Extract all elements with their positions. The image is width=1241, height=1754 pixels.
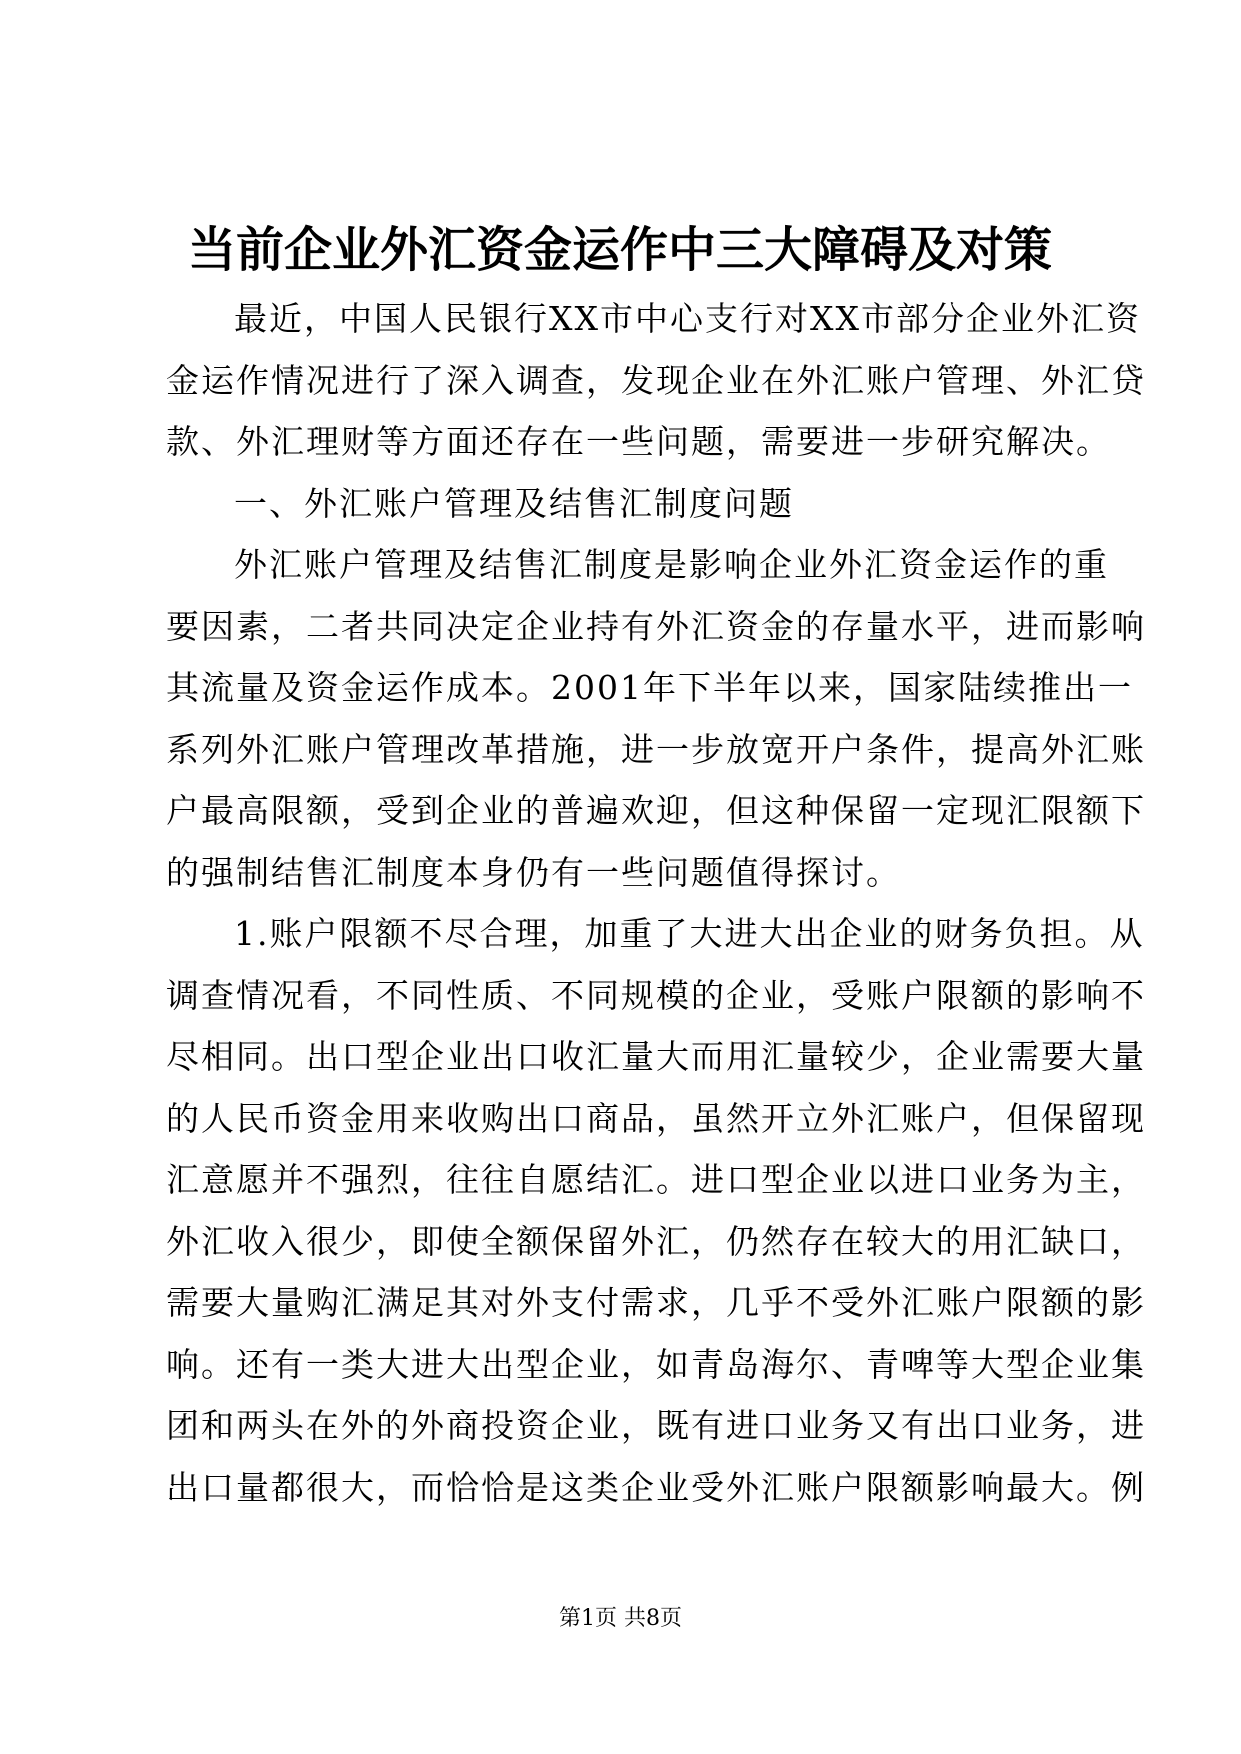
body-line: 户最高限额，受到企业的普遍欢迎，但这种保留一定现汇限额下 (166, 791, 1146, 830)
body-line: 最近，中国人民银行XX市中心支行对XX市部分企业外汇资 (234, 299, 1141, 338)
body-line: 1.账户限额不尽合理，加重了大进大出企业的财务负担。从 (234, 914, 1145, 953)
body-line: 的强制结售汇制度本身仍有一些问题值得探讨。 (166, 852, 901, 892)
body-line: 其流量及资金运作成本。2001年下半年以来，国家陆续推出一 (166, 668, 1133, 707)
body-line: 款、外汇理财等方面还存在一些问题，需要进一步研究解决。 (166, 422, 1111, 461)
body-line: 响。还有一类大进大出型企业，如青岛海尔、青啤等大型企业集 (166, 1344, 1146, 1384)
body-line: 外汇账户管理及结售汇制度是影响企业外汇资金运作的重 (234, 545, 1109, 584)
body-line: 一、外汇账户管理及结售汇制度问题 (234, 483, 794, 523)
body-line: 团和两头在外的外商投资企业，既有进口业务又有出口业务，进 (166, 1406, 1146, 1445)
body-line: 系列外汇账户管理改革措施，进一步放宽开户条件，提高外汇账 (166, 729, 1146, 769)
document-body (166, 288, 1146, 1518)
body-line: 外汇收入很少，即使全额保留外汇，仍然存在较大的用汇缺口， (166, 1221, 1146, 1261)
body-line: 出口量都很大，而恰恰是这类企业受外汇账户限额影响最大。例 (166, 1467, 1146, 1507)
body-line: 尽相同。出口型企业出口收汇量大而用汇量较少，企业需要大量 (166, 1037, 1146, 1076)
body-line: 调查情况看，不同性质、不同规模的企业，受账户限额的影响不 (166, 975, 1146, 1015)
document-title: 当前企业外汇资金运作中三大障碍及对策 (187, 222, 1052, 278)
body-line: 金运作情况进行了深入调查，发现企业在外汇账户管理、外汇贷 (166, 360, 1146, 400)
body-line: 的人民币资金用来收购出口商品，虽然开立外汇账户，但保留现 (166, 1098, 1146, 1138)
page-number-footer: 第1页 共8页 (559, 1606, 682, 1631)
body-line: 汇意愿并不强烈，往往自愿结汇。进口型企业以进口业务为主， (166, 1160, 1146, 1199)
body-line: 需要大量购汇满足其对外支付需求，几乎不受外汇账户限额的影 (166, 1283, 1146, 1322)
body-line: 要因素，二者共同决定企业持有外汇资金的存量水平，进而影响 (166, 606, 1146, 646)
